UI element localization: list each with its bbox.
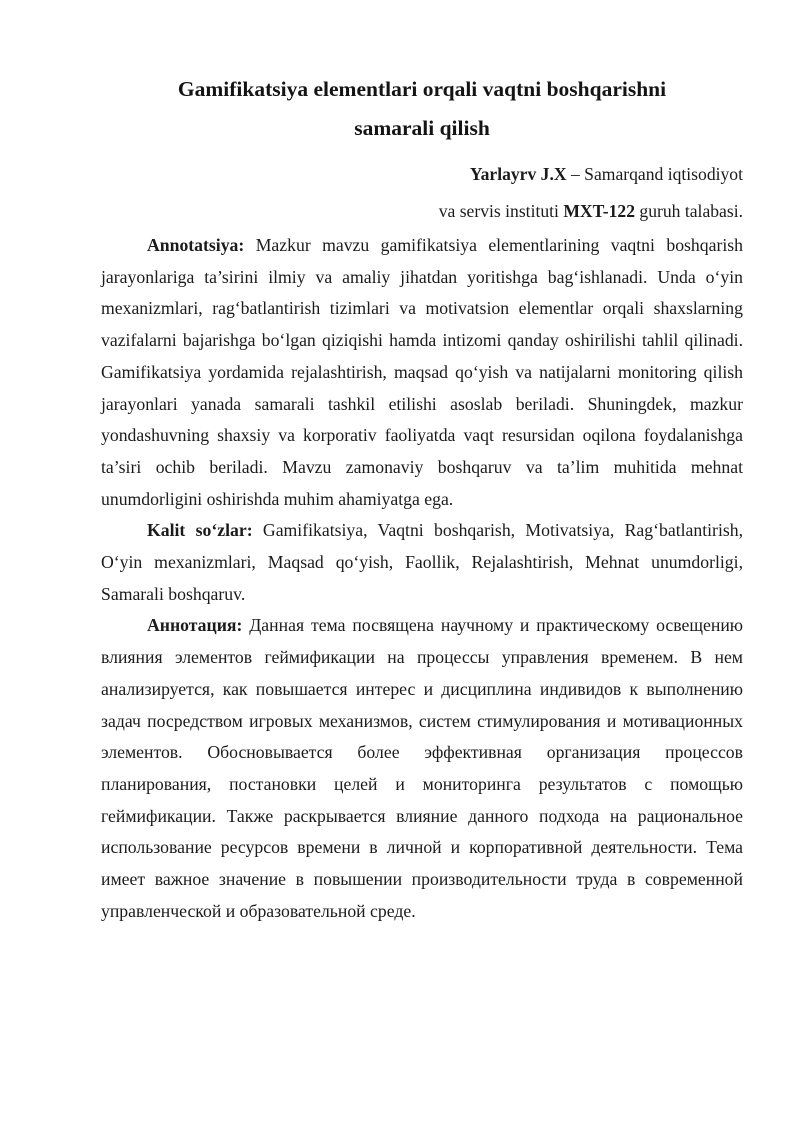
author-affiliation-line2-before: va servis instituti [438, 201, 564, 221]
author-affiliation-line2-after: guruh talabasi. [635, 201, 743, 221]
title-line-1: Gamifikatsiya elementlari orqali vaqtni boshqarishni [177, 77, 667, 101]
abstract-uz-paragraph [101, 230, 743, 515]
abstract-uz-label: Annotatsiya: [147, 235, 245, 255]
abstract-ru-text: Данная тема посвящена научному и практическому освещению влияния элементов геймификации на процессы управления временем. В нем анализируется, как повышается интерес и дисциплина индивидов к выполнению задач посредством игровых механизмов, систем стимулирования и мотивационных элементов. Обосновывается более эффективная организация процессов планирования, постановки целей и мониторинга результатов с помощью геймификации. Также раскрывается влияние данного подхода на рациональное использование ресурсов времени в личной и корпоративной деятельности. Тема имеет важное значение в повышении производительности труда в современной управленческой и образовательной среде. [101, 615, 743, 921]
author-name: Yarlayrv J.X [469, 164, 567, 184]
abstract-uz-text: Mazkur mavzu gamifikatsiya elementlarining vaqtni boshqarish jarayonlariga ta’sirini ilmiy va amaliy jihatdan yoritishga bag‘ishlanadi. Unda o‘yin mexanizmlari, rag‘batlantirish tizimlari va motivatsion elementlar orqali shaxslarning vazifalarni bajarishga bo‘lgan qiziqishi hamda intizomi qanday oshirilishi tahlil qilinadi. Gamifikatsiya yordamida rejalashtirish, maqsad qo‘yish va natijalarni monitoring qilish jarayonlari yanada samarali tashkil etilishi asoslab beriladi. Shuningdek, mazkur yondashuvning shaxsiy va korporativ faoliyatda vaqt resursidan oqilona foydalanishga ta’siri ochib beriladi. Mavzu zamonaviy boshqaruv va ta’lim muhitida mehnat unumdorligini oshirishda muhim ahamiyatga ega. [101, 235, 743, 509]
keywords-text: Gamifikatsiya, Vaqtni boshqarish, Motivatsiya, Rag‘batlantirish, O‘yin mexanizmlari, Maqsad qo‘yish, Faollik, Rejalashtirish, Mehnat unumdorligi, Samarali boshqaruv. [101, 520, 744, 604]
keywords-label: Kalit so‘zlar: [147, 520, 253, 541]
author-group-code: MXT-122 [563, 201, 636, 221]
document-title [101, 70, 743, 148]
author-byline [101, 156, 743, 230]
abstract-ru-paragraph [101, 610, 743, 927]
author-affiliation-line1: – Samarqand iqtisodiyot [566, 164, 743, 184]
abstract-ru-label: Аннотация: [147, 615, 243, 636]
keywords-paragraph [101, 515, 743, 610]
title-line-2: samarali qilish [354, 116, 490, 140]
